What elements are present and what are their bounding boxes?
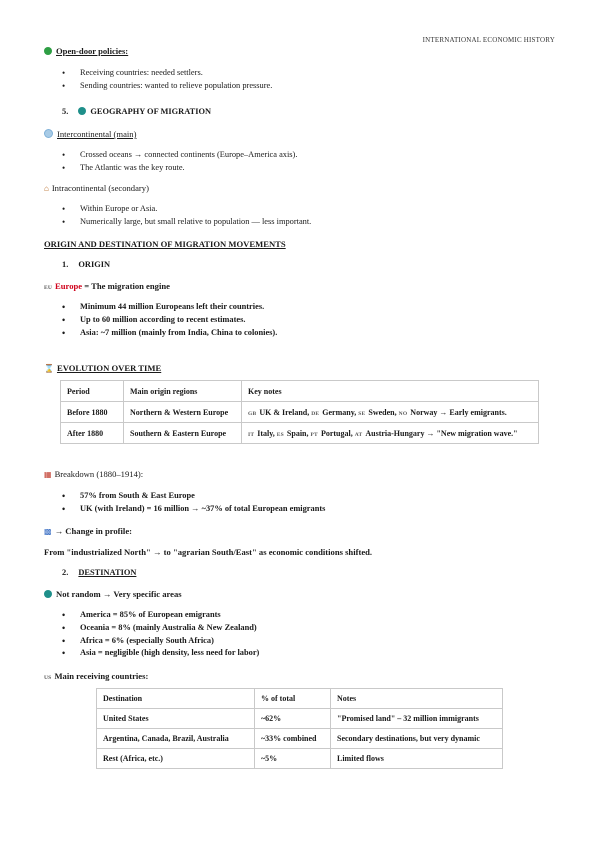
destination-heading-line [62, 567, 136, 579]
list-item: • Minimum 44 million Europeans left their countries. [62, 301, 277, 314]
pt-flag-icon: PT [310, 431, 318, 438]
evolution-table [60, 380, 539, 444]
no-flag-icon: NO [398, 410, 408, 417]
intercontinental-heading: Intercontinental (main) [57, 129, 137, 139]
europe-line [44, 280, 170, 294]
destination-cell: Argentina, Canada, Brazil, Australia [97, 729, 255, 749]
it-flag-icon: IT [248, 431, 255, 438]
origin-list [62, 301, 277, 339]
list-item: • Numerically large, but small relative to population — less important. [62, 216, 311, 229]
note-text: Italy, [257, 428, 277, 438]
intercontinental-heading-line [44, 128, 136, 140]
us-flag-icon: US [44, 675, 52, 681]
geography-heading-line [62, 106, 211, 118]
table-row [97, 709, 503, 729]
geography-heading: GEOGRAPHY OF MIGRATION [90, 107, 212, 116]
percent-cell: ~5% [255, 749, 331, 769]
main-receiving-heading: Main receiving countries: [54, 671, 149, 681]
list-item: • The Atlantic was the key route. [62, 162, 297, 175]
house-icon: ⌂ [44, 184, 49, 193]
regions-cell: Northern & Western Europe [124, 402, 242, 423]
teal-circle-icon [78, 107, 86, 115]
evolution-heading-line [44, 362, 161, 375]
change-heading-line [44, 525, 132, 538]
section-number: 1. [62, 260, 69, 269]
period-cell: Before 1880 [61, 402, 124, 423]
note-text: Norway → Early emigrants. [410, 407, 507, 417]
note-text: Sweden, [368, 407, 399, 417]
de-flag-icon: DE [311, 410, 320, 417]
destination-heading: DESTINATION [78, 568, 137, 577]
percent-cell: ~33% combined [255, 729, 331, 749]
not-random-line [44, 588, 182, 600]
column-header: Key notes [242, 381, 539, 402]
table-header-row [97, 689, 503, 709]
se-flag-icon: SE [358, 410, 366, 417]
table-row [61, 423, 539, 444]
evolution-heading: EVOLUTION OVER TIME [56, 363, 162, 373]
section-number: 2. [62, 568, 69, 577]
list-item: • Asia: ~7 million (mainly from India, China to colonies). [62, 327, 277, 340]
destination-table [96, 688, 503, 769]
list-item: • Asia = negligible (high density, less need for labor) [62, 647, 259, 660]
open-door-heading-line [44, 45, 128, 57]
list-item: • UK (with Ireland) = 16 million → ~37% of total European emigrants [62, 503, 325, 516]
bar-chart-icon: ▩ [44, 527, 52, 536]
gb-flag-icon: GB [248, 410, 257, 417]
notes-cell: "Promised land" – 32 million immigrants [331, 709, 503, 729]
notes-cell [242, 402, 539, 423]
destination-cell: Rest (Africa, etc.) [97, 749, 255, 769]
list-item: • Up to 60 million according to recent estimates. [62, 314, 277, 327]
open-door-heading: Open-door policies: [56, 46, 129, 56]
note-text: UK & Ireland, [259, 407, 312, 417]
green-circle-icon [44, 47, 52, 55]
notes-cell: Limited flows [331, 749, 503, 769]
list-item: • Africa = 6% (especially South Africa) [62, 635, 259, 648]
main-receiving-line [44, 670, 148, 684]
table-row [97, 729, 503, 749]
origin-heading-line [62, 259, 110, 271]
percent-cell: ~62% [255, 709, 331, 729]
table-row [97, 749, 503, 769]
list-item: • 57% from South & East Europe [62, 490, 325, 503]
calendar-icon: ▦ [44, 470, 52, 479]
breakdown-list [62, 490, 325, 516]
list-item: • Crossed oceans → connected continents (Europe–America axis). [62, 149, 297, 162]
notes-cell: Secondary destinations, but very dynamic [331, 729, 503, 749]
list-item: • Receiving countries: needed settlers. [62, 67, 272, 80]
section-number: 5. [62, 107, 69, 116]
list-item: • Within Europe or Asia. [62, 203, 311, 216]
column-header: Notes [331, 689, 503, 709]
breakdown-heading: Breakdown (1880–1914): [54, 469, 144, 479]
change-heading: → Change in profile: [54, 526, 132, 536]
intracontinental-heading: Intracontinental (secondary) [51, 183, 149, 193]
es-flag-icon: ES [276, 431, 284, 438]
column-header: Destination [97, 689, 255, 709]
eu-flag-icon: EU [44, 285, 53, 291]
origin-destination-heading: ORIGIN AND DESTINATION OF MIGRATION MOVEMENTS [44, 239, 286, 249]
globe-icon [44, 590, 52, 598]
column-header: Main origin regions [124, 381, 242, 402]
hourglass-icon: ⌛ [44, 364, 54, 373]
europe-label: Europe [55, 281, 83, 291]
breakdown-heading-line [44, 468, 143, 481]
table-header-row [61, 381, 539, 402]
note-text: Portugal, [320, 428, 355, 438]
destination-list [62, 609, 259, 660]
note-text: Germany, [322, 407, 359, 417]
destination-cell: United States [97, 709, 255, 729]
europe-rest: = The migration engine [82, 281, 170, 291]
note-text: Spain, [286, 428, 311, 438]
list-item: • Sending countries: wanted to relieve population pressure. [62, 80, 272, 93]
intracontinental-list [62, 203, 311, 229]
column-header: % of total [255, 689, 331, 709]
table-row [61, 402, 539, 423]
intercontinental-list [62, 149, 297, 175]
period-cell: After 1880 [61, 423, 124, 444]
origin-heading: ORIGIN [78, 260, 111, 269]
at-flag-icon: AT [354, 431, 363, 438]
open-door-list [62, 67, 272, 93]
note-text: Austria-Hungary → "New migration wave." [365, 428, 518, 438]
regions-cell: Southern & Eastern Europe [124, 423, 242, 444]
column-header: Period [61, 381, 124, 402]
list-item: • Oceania = 8% (mainly Australia & New Zealand) [62, 622, 259, 635]
list-item: • America = 85% of European emigrants [62, 609, 259, 622]
notes-cell [242, 423, 539, 444]
intracontinental-heading-line [44, 182, 149, 195]
running-header: INTERNATIONAL ECONOMIC HISTORY [422, 36, 555, 44]
globe-icon [44, 129, 53, 138]
change-text: From "industrialized North" → to "agrarian South/East" as economic conditions shifted. [44, 547, 373, 557]
not-random-text: Not random → Very specific areas [56, 589, 182, 599]
